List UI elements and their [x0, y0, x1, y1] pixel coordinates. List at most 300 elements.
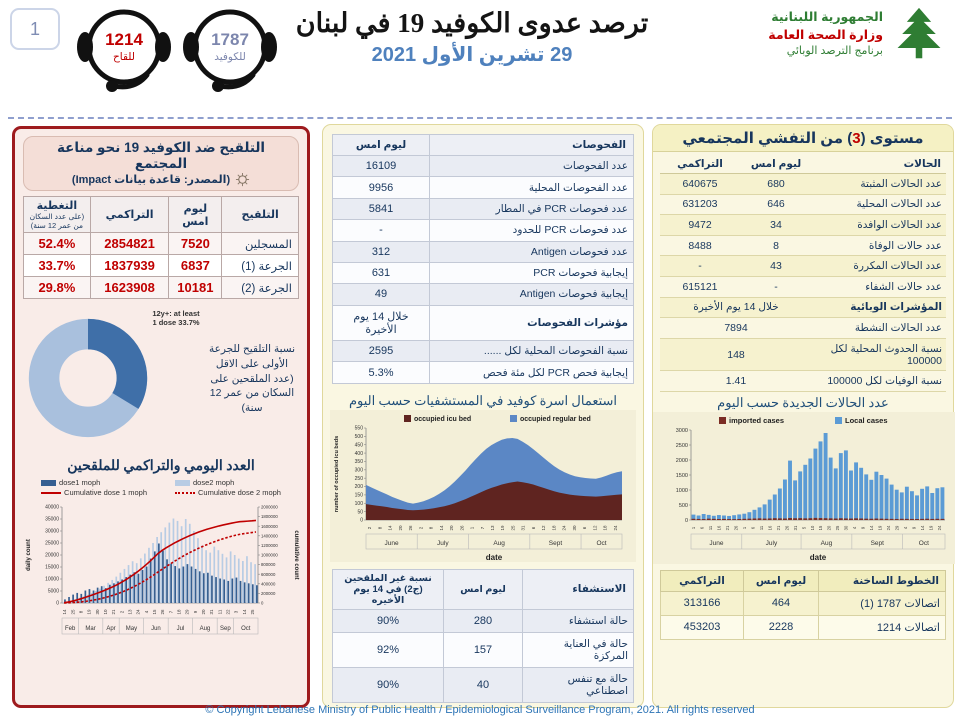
- svg-text:16: 16: [767, 525, 773, 531]
- hotlines-table: [660, 570, 946, 640]
- svg-text:date: date: [809, 552, 827, 562]
- page-number: 1: [29, 18, 40, 39]
- svg-text:occupied regular bed: occupied regular bed: [520, 415, 591, 423]
- svg-text:15000: 15000: [45, 564, 59, 571]
- coverage-value: 33.7%: [24, 255, 91, 277]
- row-value: 16109: [333, 156, 430, 177]
- svg-text:10000: 10000: [45, 576, 59, 583]
- cumulative2-label: Cumulative dose 2 moph: [198, 488, 281, 497]
- svg-text:3: 3: [233, 610, 239, 614]
- hotline-number: 1787: [211, 30, 249, 49]
- hotline-row: [661, 615, 946, 639]
- svg-text:6: 6: [582, 526, 588, 530]
- svg-text:18: 18: [602, 525, 608, 531]
- coverage-value: 29.8%: [24, 277, 91, 299]
- row-label: المسجلين: [222, 233, 299, 255]
- row-label: عدد الحالات النشطة: [812, 318, 946, 339]
- hospital-beds-chart-title: استعمال اسرة كوفيد في المستشفيات حسب اليوم: [348, 392, 618, 408]
- col-hospitalization: الاستشفاء: [523, 569, 634, 609]
- logo-line3: برنامج الترصد الوبائي: [786, 45, 883, 58]
- svg-text:0: 0: [684, 517, 688, 524]
- svg-text:26: 26: [459, 525, 465, 531]
- first-dose-donut-block: [19, 309, 303, 449]
- row-value: 7894: [660, 318, 812, 339]
- hospitalization-table: [332, 569, 634, 703]
- cumulative1-label: Cumulative dose 1 moph: [64, 488, 147, 497]
- svg-text:Sept: Sept: [870, 539, 884, 547]
- svg-text:19: 19: [500, 525, 506, 531]
- row-value: 92%: [333, 632, 444, 667]
- svg-text:24: 24: [135, 609, 141, 615]
- logo-line1: الجمهورية اللبنانية: [771, 9, 883, 24]
- col-coverage-note: (على عدد السكان من عمر 12 سنة): [29, 212, 85, 230]
- svg-text:2: 2: [367, 526, 373, 530]
- svg-text:19: 19: [928, 525, 934, 531]
- svg-text:14: 14: [387, 525, 393, 531]
- tests-table-row: [333, 177, 634, 198]
- svg-text:24: 24: [612, 525, 618, 531]
- row-value: 40: [444, 667, 523, 702]
- svg-text:6: 6: [750, 526, 756, 530]
- title-part2: ) من التفشي المجتمعي: [682, 130, 853, 147]
- svg-text:daily count: daily count: [26, 539, 32, 571]
- yesterday-value: 7520: [169, 233, 222, 255]
- svg-text:Local cases: Local cases: [845, 415, 888, 425]
- dose1-label: dose1 moph: [59, 478, 101, 487]
- tests-table-row: [333, 284, 634, 305]
- row-value: 90%: [333, 609, 444, 632]
- svg-text:30: 30: [571, 525, 577, 531]
- col-cumulative: التراكمي: [90, 197, 169, 233]
- svg-text:200000: 200000: [261, 591, 276, 596]
- report-title-block: [292, 8, 652, 67]
- cumulative2-swatch: [175, 492, 195, 494]
- svg-text:29: 29: [184, 609, 190, 615]
- svg-text:8: 8: [377, 526, 383, 530]
- daily-cumulative-vaccination-chart: [20, 499, 302, 647]
- svg-text:occupied icu bed: occupied icu bed: [414, 415, 472, 423]
- row-label: مؤشرات الفحوصات: [430, 305, 634, 340]
- svg-text:2500: 2500: [675, 442, 688, 449]
- svg-text:Jul: Jul: [176, 626, 185, 632]
- yesterday-value: 6837: [169, 255, 222, 277]
- tests-table-row: [333, 362, 634, 383]
- svg-text:11: 11: [217, 609, 223, 615]
- cases-table-row: [660, 318, 946, 339]
- svg-text:13: 13: [490, 525, 495, 531]
- moph-logo: [768, 6, 948, 62]
- row-label: حالة في العناية المركزة: [523, 632, 634, 667]
- svg-text:5: 5: [801, 526, 807, 530]
- donut-chart: [19, 309, 201, 449]
- svg-text:14: 14: [869, 525, 875, 531]
- svg-text:July: July: [437, 539, 449, 547]
- svg-text:25: 25: [835, 525, 841, 531]
- hospitalization-table-header: [333, 569, 634, 609]
- yesterday-value: 43: [740, 256, 812, 277]
- svg-text:15: 15: [818, 525, 824, 531]
- svg-text:14: 14: [438, 525, 444, 531]
- row-label: عدد حالات الوفاة: [812, 235, 946, 256]
- cedar-logo-icon: [890, 6, 948, 62]
- dose2-label: dose2 moph: [193, 478, 235, 487]
- vaccination-table-row: [24, 233, 299, 255]
- row-label: الجرعة (2): [222, 277, 299, 299]
- coverage-value: 52.4%: [24, 233, 91, 255]
- svg-text:26: 26: [408, 525, 414, 531]
- col-cases: الحالات: [812, 154, 946, 174]
- svg-text:Sep: Sep: [219, 626, 231, 632]
- svg-text:1: 1: [742, 526, 748, 530]
- svg-text:20: 20: [200, 609, 206, 615]
- row-label: حالة مع تنفس اصطناعي: [523, 667, 634, 702]
- svg-text:250: 250: [354, 475, 363, 482]
- svg-text:150: 150: [354, 492, 363, 499]
- row-value: 453203: [661, 615, 744, 639]
- svg-text:14: 14: [241, 609, 247, 615]
- svg-text:0: 0: [261, 600, 264, 606]
- row-label: عدد الفحوصات: [430, 156, 634, 177]
- svg-text:800000: 800000: [261, 562, 276, 568]
- dose1-swatch: [41, 480, 56, 486]
- hospital-beds-chart: [330, 410, 636, 562]
- svg-text:Aug: Aug: [493, 539, 505, 547]
- svg-text:2000: 2000: [675, 457, 688, 464]
- cases-panel: [652, 124, 954, 708]
- vaccination-panel-header: [23, 136, 299, 191]
- svg-text:2000000: 2000000: [261, 504, 278, 510]
- svg-text:18: 18: [551, 525, 557, 531]
- svg-text:11: 11: [758, 525, 764, 531]
- svg-text:Aug: Aug: [820, 539, 833, 547]
- svg-text:18: 18: [176, 609, 182, 615]
- svg-text:7: 7: [479, 526, 485, 530]
- row-label: عدد الفحوصات المحلية: [430, 177, 634, 198]
- tests-table-row: [333, 241, 634, 262]
- col-yesterday: ليوم امس: [744, 570, 819, 591]
- cases-table-row: [660, 297, 946, 318]
- svg-text:450: 450: [354, 442, 363, 449]
- svg-text:1500: 1500: [675, 472, 688, 479]
- svg-text:30: 30: [843, 525, 849, 531]
- row-label: عدد فحوصات Antigen: [430, 241, 634, 262]
- tests-table-header: [333, 135, 634, 156]
- svg-text:cumulative count: cumulative count: [293, 530, 299, 580]
- new-cases-chart: [653, 412, 955, 564]
- hotline-number: 1214: [105, 30, 143, 49]
- svg-text:10: 10: [102, 609, 108, 615]
- hotline-label: للكوفيد: [214, 51, 246, 63]
- svg-text:200: 200: [354, 483, 363, 490]
- tests-table: [332, 134, 634, 384]
- svg-text:20000: 20000: [45, 552, 59, 559]
- svg-text:100: 100: [354, 500, 363, 507]
- svg-text:number of occupied icu beds: number of occupied icu beds: [334, 435, 340, 512]
- dose2-swatch: [175, 480, 190, 486]
- cumulative-value: 640675: [660, 174, 740, 195]
- tests-table-row: [333, 341, 634, 362]
- cumulative-value: 1623908: [90, 277, 169, 299]
- svg-text:22: 22: [225, 609, 231, 615]
- svg-text:21: 21: [111, 609, 117, 615]
- svg-text:31: 31: [209, 609, 215, 615]
- svg-text:24: 24: [561, 525, 567, 531]
- row-label: نسبة الفحوصات المحلية لكل ......: [430, 341, 634, 362]
- svg-text:Feb: Feb: [64, 626, 76, 632]
- vaccination-table-row: [24, 277, 299, 299]
- row-label: المؤشرات الوبائية: [812, 297, 946, 318]
- svg-text:3000: 3000: [675, 427, 688, 434]
- row-label: نسبة الوفيات لكل 100000: [812, 371, 946, 392]
- vaccination-table-row: [24, 255, 299, 277]
- hospitalization-row: [333, 667, 634, 702]
- col-cumulative: التراكمي: [661, 570, 744, 591]
- row-value: 280: [444, 609, 523, 632]
- svg-text:400000: 400000: [261, 581, 276, 587]
- svg-text:25000: 25000: [45, 540, 59, 547]
- svg-text:25: 25: [70, 609, 76, 615]
- row-label: عدد الحالات المكررة: [812, 256, 946, 277]
- hotlines-table-header: [661, 570, 946, 591]
- covid-hotline-badge: [180, 2, 280, 104]
- cumulative-value: -: [660, 256, 740, 277]
- cases-table-row: [660, 174, 946, 195]
- row-label: الجرعة (1): [222, 255, 299, 277]
- virus-icon: [235, 172, 250, 187]
- svg-text:Mar: Mar: [85, 626, 96, 632]
- cumulative1-swatch: [41, 492, 61, 494]
- report-date: 29 تشرين الأول 2021: [371, 44, 573, 66]
- cumulative-value: 8488: [660, 235, 740, 256]
- hospitalization-row: [333, 609, 634, 632]
- cases-table-row: [660, 235, 946, 256]
- svg-text:30: 30: [94, 609, 100, 615]
- tests-table-row: [333, 198, 634, 219]
- svg-text:40000: 40000: [45, 504, 59, 511]
- row-value: 312: [333, 241, 430, 262]
- svg-text:26: 26: [160, 609, 166, 615]
- tests-panel: [322, 124, 644, 708]
- svg-text:1200000: 1200000: [261, 543, 278, 548]
- svg-text:8: 8: [428, 526, 434, 530]
- cumulative-value: 615121: [660, 276, 740, 297]
- hotline-row: [661, 591, 946, 615]
- svg-text:14: 14: [919, 525, 925, 531]
- svg-text:20: 20: [449, 525, 455, 531]
- tests-table-row: [333, 156, 634, 177]
- row-value: -: [333, 220, 430, 241]
- cumulative-value: 1837939: [90, 255, 169, 277]
- cases-table-row: [660, 256, 946, 277]
- row-value: 5.3%: [333, 362, 430, 383]
- cumulative-value: 631203: [660, 194, 740, 215]
- svg-text:2: 2: [119, 610, 125, 614]
- row-label: اتصالات 1787 (1): [819, 591, 946, 615]
- svg-text:9: 9: [860, 526, 866, 530]
- svg-text:50: 50: [357, 509, 363, 516]
- donut-caption-line1: نسبة التلقيح للجرعة الأولى على الاقل: [208, 343, 296, 370]
- row-value: 631: [333, 262, 430, 283]
- yesterday-value: 646: [740, 194, 812, 215]
- svg-text:13: 13: [127, 609, 133, 615]
- row-value: 2595: [333, 341, 430, 362]
- hotline-label: للقاح: [113, 51, 135, 63]
- svg-text:8: 8: [78, 610, 84, 614]
- row-value: 2228: [744, 615, 819, 639]
- vaccination-table: [23, 196, 299, 299]
- svg-text:5000: 5000: [47, 588, 59, 595]
- svg-text:16: 16: [716, 525, 722, 531]
- donut-chart-svg: [25, 315, 151, 441]
- svg-text:4: 4: [143, 610, 149, 614]
- svg-text:Apr: Apr: [106, 626, 116, 632]
- row-label: عدد فحوصات PCR في المطار: [430, 198, 634, 219]
- svg-text:600000: 600000: [261, 571, 276, 577]
- svg-text:31: 31: [792, 525, 798, 531]
- svg-text:21: 21: [725, 525, 731, 531]
- svg-text:19: 19: [86, 609, 92, 615]
- col-yesterday: ليوم امس: [169, 197, 222, 233]
- legend-dose1: [41, 478, 147, 487]
- svg-text:June: June: [384, 539, 399, 547]
- svg-text:7: 7: [168, 610, 174, 614]
- cases-table: [660, 154, 946, 392]
- yesterday-value: 680: [740, 174, 812, 195]
- vaccination-panel: [12, 126, 310, 708]
- row-label: حالة استشفاء: [523, 609, 634, 632]
- row-label: اتصالات 1214: [819, 615, 946, 639]
- yesterday-value: -: [740, 276, 812, 297]
- donut-caption: [201, 342, 303, 415]
- row-label: نسبة الحدوث المحلية لكل 100000: [812, 338, 946, 371]
- row-label: إيجابية فحوصات PCR: [430, 262, 634, 283]
- vaccination-table-header: [24, 197, 299, 233]
- cases-table-row: [660, 194, 946, 215]
- vaccination-source: (المصدر: قاعدة بيانات Impact): [71, 174, 231, 186]
- vaccination-title: التلقيح ضد الكوفيد 19 نحو مناعة المجتمع: [56, 140, 266, 171]
- cases-table-row: [660, 276, 946, 297]
- svg-text:500: 500: [354, 433, 363, 440]
- svg-text:20: 20: [397, 525, 403, 531]
- svg-text:24: 24: [885, 525, 891, 531]
- new-cases-chart-title: عدد الحالات الجديدة حسب اليوم: [717, 394, 889, 410]
- col-tests: الفحوصات: [430, 135, 634, 156]
- row-label: إيجابية فحوصات Antigen: [430, 284, 634, 305]
- page-title: ترصد عدوى الكوفيد 19 في لبنان: [295, 8, 649, 38]
- svg-text:Oct: Oct: [241, 626, 251, 632]
- cases-table-row: [660, 338, 946, 371]
- svg-text:12: 12: [592, 525, 598, 531]
- svg-text:14: 14: [62, 609, 68, 615]
- yesterday-value: 8: [740, 235, 812, 256]
- svg-text:9: 9: [192, 610, 198, 614]
- svg-text:4: 4: [852, 526, 858, 530]
- svg-text:May: May: [125, 626, 138, 632]
- row-label: عدد الحالات المثبتة: [812, 174, 946, 195]
- vaccination-chart-legend: [15, 478, 307, 497]
- svg-text:25: 25: [249, 609, 255, 615]
- col-yesterday: ليوم امس: [333, 135, 430, 156]
- daily-cumulative-chart-title: العدد اليومي والتراكمي للملقحين: [67, 459, 255, 474]
- svg-text:4: 4: [902, 526, 908, 530]
- row-value: 5841: [333, 198, 430, 219]
- svg-text:350: 350: [354, 458, 363, 465]
- svg-text:26: 26: [733, 525, 739, 531]
- svg-text:Oct: Oct: [596, 539, 607, 547]
- yesterday-value: 10181: [169, 277, 222, 299]
- svg-text:10: 10: [809, 525, 815, 531]
- row-value: 1.41: [660, 371, 812, 392]
- svg-text:20: 20: [826, 525, 832, 531]
- row-value: 90%: [333, 667, 444, 702]
- svg-text:21: 21: [775, 525, 781, 531]
- svg-text:550: 550: [354, 425, 363, 432]
- svg-text:July: July: [765, 539, 778, 547]
- legend-cumulative2: [175, 488, 281, 497]
- spread-level-value: 3: [852, 130, 861, 147]
- col-yesterday: ليوم امس: [444, 569, 523, 609]
- row-value: 157: [444, 632, 523, 667]
- legend-dose2: [175, 478, 281, 487]
- svg-text:date: date: [485, 552, 503, 562]
- svg-text:9: 9: [911, 526, 917, 530]
- svg-text:Jun: Jun: [151, 626, 161, 632]
- legend-cumulative1: [41, 488, 147, 497]
- svg-text:imported cases: imported cases: [729, 415, 785, 425]
- row-label: عدد الحالات الوافدة: [812, 215, 946, 236]
- row-value: خلال 14 يوم الأخيرة: [660, 297, 812, 318]
- svg-text:1600000: 1600000: [261, 523, 278, 529]
- svg-text:1000: 1000: [675, 487, 688, 494]
- row-value: 49: [333, 284, 430, 305]
- svg-text:31: 31: [520, 525, 526, 531]
- row-label: عدد حالات الشفاء: [812, 276, 946, 297]
- community-spread-level-title: [653, 125, 953, 152]
- tests-table-row: [333, 220, 634, 241]
- row-value: 9956: [333, 177, 430, 198]
- col-yesterday: ليوم امس: [740, 154, 812, 174]
- row-value: 313166: [661, 591, 744, 615]
- svg-text:Aug: Aug: [199, 626, 211, 632]
- title-part1: مستوى (: [860, 130, 924, 147]
- col-coverage: [24, 197, 91, 233]
- col-vaccination: التلقيح: [222, 197, 299, 233]
- tests-table-row: [333, 305, 634, 340]
- cases-table-header: [660, 154, 946, 174]
- svg-text:1: 1: [469, 526, 475, 530]
- donut-caption-line2: (عدد الملقحين على السكان من عمر 12 سنة): [209, 372, 295, 415]
- row-value: خلال 14 يوم الأخيرة: [333, 305, 430, 340]
- vaccine-hotline-badge: [74, 2, 174, 104]
- svg-text:1400000: 1400000: [261, 533, 278, 539]
- hospitalization-row: [333, 632, 634, 667]
- cases-table-row: [660, 215, 946, 236]
- svg-text:0: 0: [360, 517, 363, 524]
- svg-text:12: 12: [541, 525, 547, 531]
- moph-logo-text: [768, 8, 883, 60]
- svg-text:300: 300: [354, 467, 363, 474]
- svg-text:1: 1: [691, 526, 697, 530]
- row-value: 464: [744, 591, 819, 615]
- svg-text:11: 11: [708, 525, 714, 531]
- col-unvaccinated-rate: نسبة غير الملقحين (ج2) في 14 يوم الأخيره: [333, 569, 444, 609]
- vaccination-subtitle: [30, 172, 292, 187]
- tests-table-row: [333, 262, 634, 283]
- svg-text:29: 29: [894, 525, 900, 531]
- svg-text:35000: 35000: [45, 516, 59, 523]
- yesterday-value: 34: [740, 215, 812, 236]
- svg-text:6: 6: [530, 526, 536, 530]
